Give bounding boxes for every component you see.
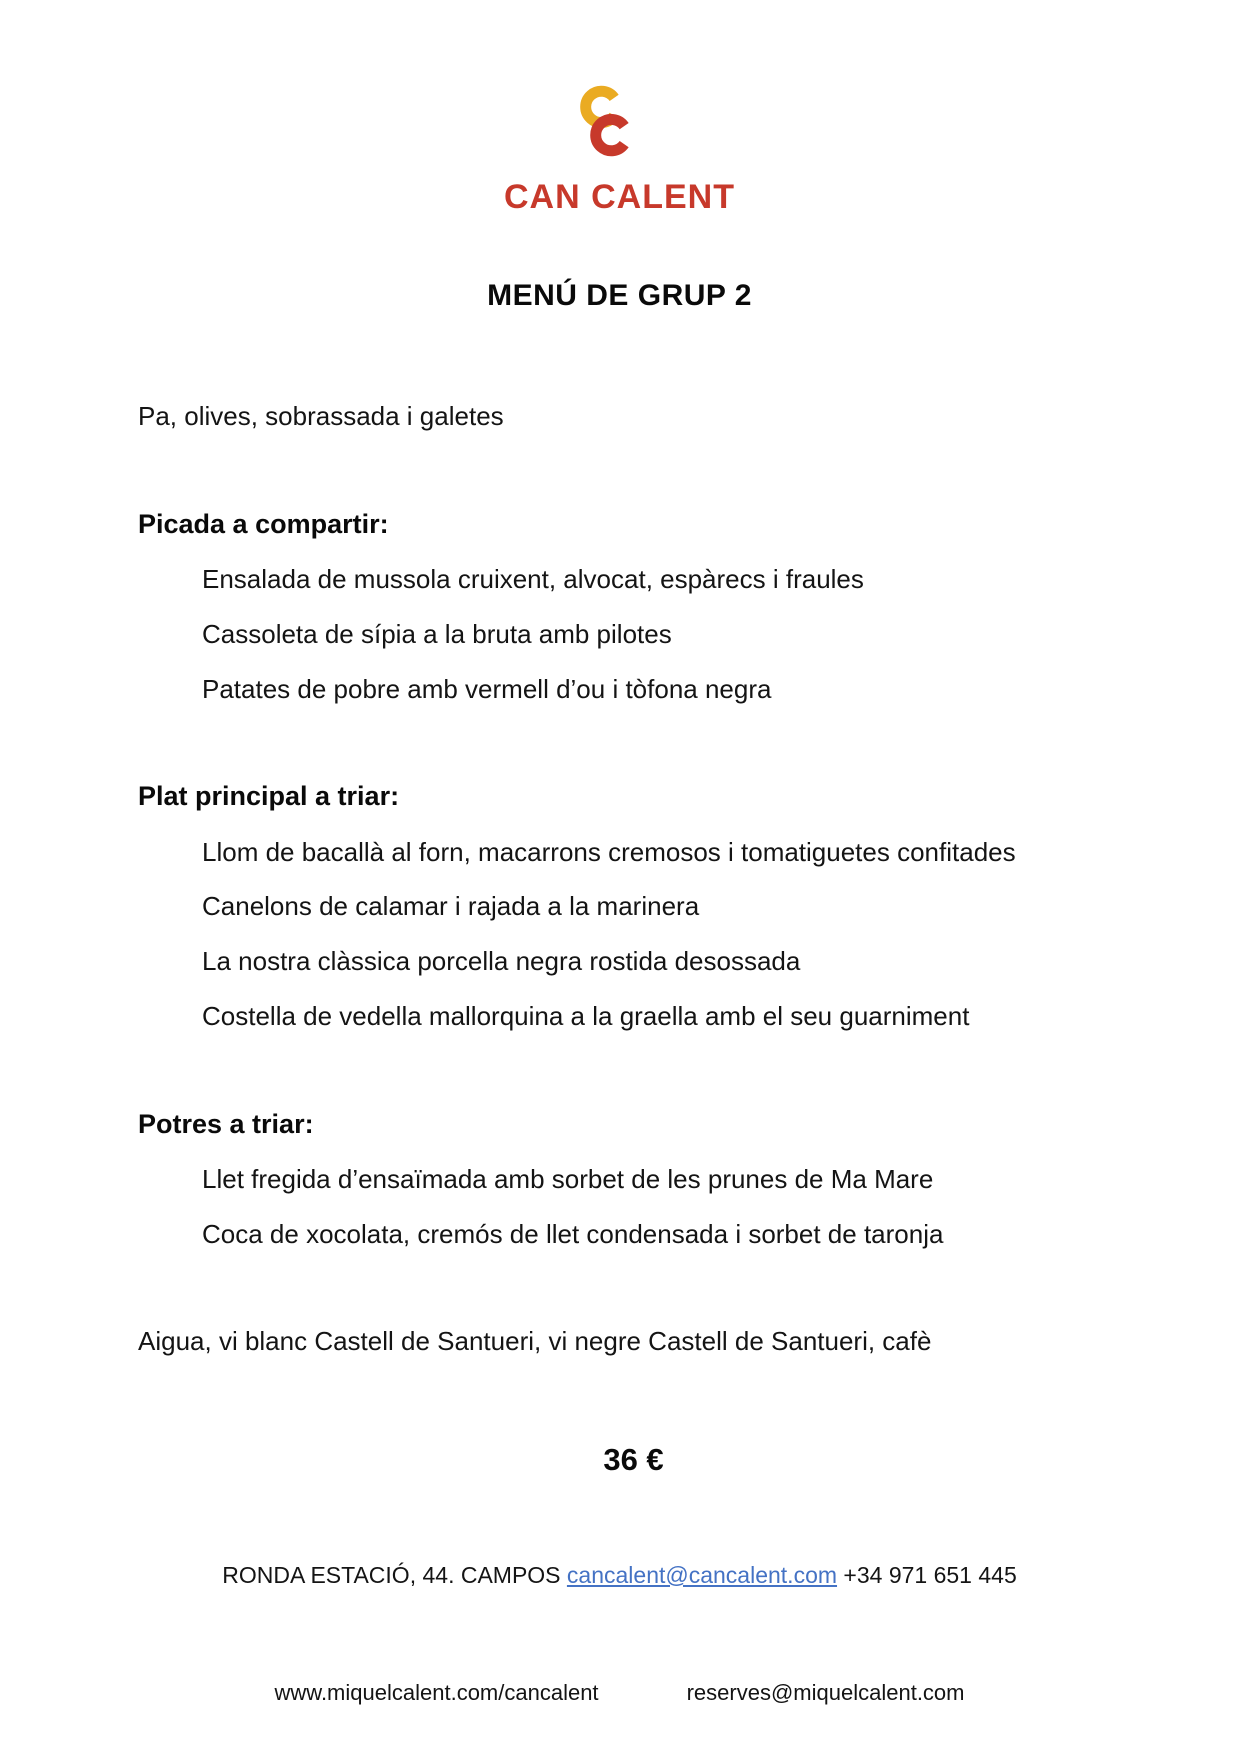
footer-secondary-line [275,1680,965,1706]
menu-item: Ensalada de mussola cruixent, alvocat, espàrecs i fraules [202,564,864,594]
drinks-line: Aigua, vi blanc Castell de Santueri, vi negre Castell de Santueri, cafè [138,1325,932,1356]
section-plat-principal [138,778,1129,1033]
section-heading-plat-principal: Plat principal a triar: [138,781,400,812]
menu-item: Coca de xocolata, cremós de llet condensada i sorbet de taronja [202,1218,944,1249]
email-link[interactable]: cancalent@cancalent.com [566,1562,838,1588]
intro-line: Pa, olives, sobrassada i galetes [138,401,504,431]
footer-phone-text: +34 971 651 445 [837,1562,1017,1588]
section-heading-postres: Potres a triar: [138,1108,314,1139]
section-picada [138,506,1129,707]
logo-red-arc [596,119,624,150]
footer-address-line [0,1562,1239,1589]
interlocking-c-swirl-icon [580,74,658,168]
menu-item: La nostra clàssica porcella negra rostida desossada [202,946,801,977]
menu-item: Cassoleta de sípia a la bruta amb pilotes [202,618,672,649]
section-heading-picada: Picada a compartir: [138,508,389,539]
brand-wordmark: CAN CALENT [504,178,735,216]
brand-header [0,0,1239,217]
menu-item: Llom de bacallà al forn, macarrons cremosos i tomatiguetes confitades [202,836,1016,867]
footer-address-text: RONDA ESTACIÓ, 44. CAMPOS [222,1562,567,1588]
price: 36 € [603,1441,664,1477]
menu-item: Canelons de calamar i rajada a la marinera [202,891,700,922]
footer-website: www.miquelcalent.com/cancalent [274,1680,599,1705]
menu-item: Costella de vedella mallorquina a la graella amb el seu guarniment [202,1001,970,1032]
menu-content [0,399,1239,1480]
section-postres [138,1106,1129,1252]
menu-title: MENÚ DE GRUP 2 [487,279,752,312]
menu-item: Llet fregida d’ensaïmada amb sorbet de les prunes de Ma Mare [202,1164,934,1195]
menu-item: Patates de pobre amb vermell d’ou i tòfona negra [202,673,772,704]
footer-reserves-email: reserves@miquelcalent.com [686,1680,965,1705]
